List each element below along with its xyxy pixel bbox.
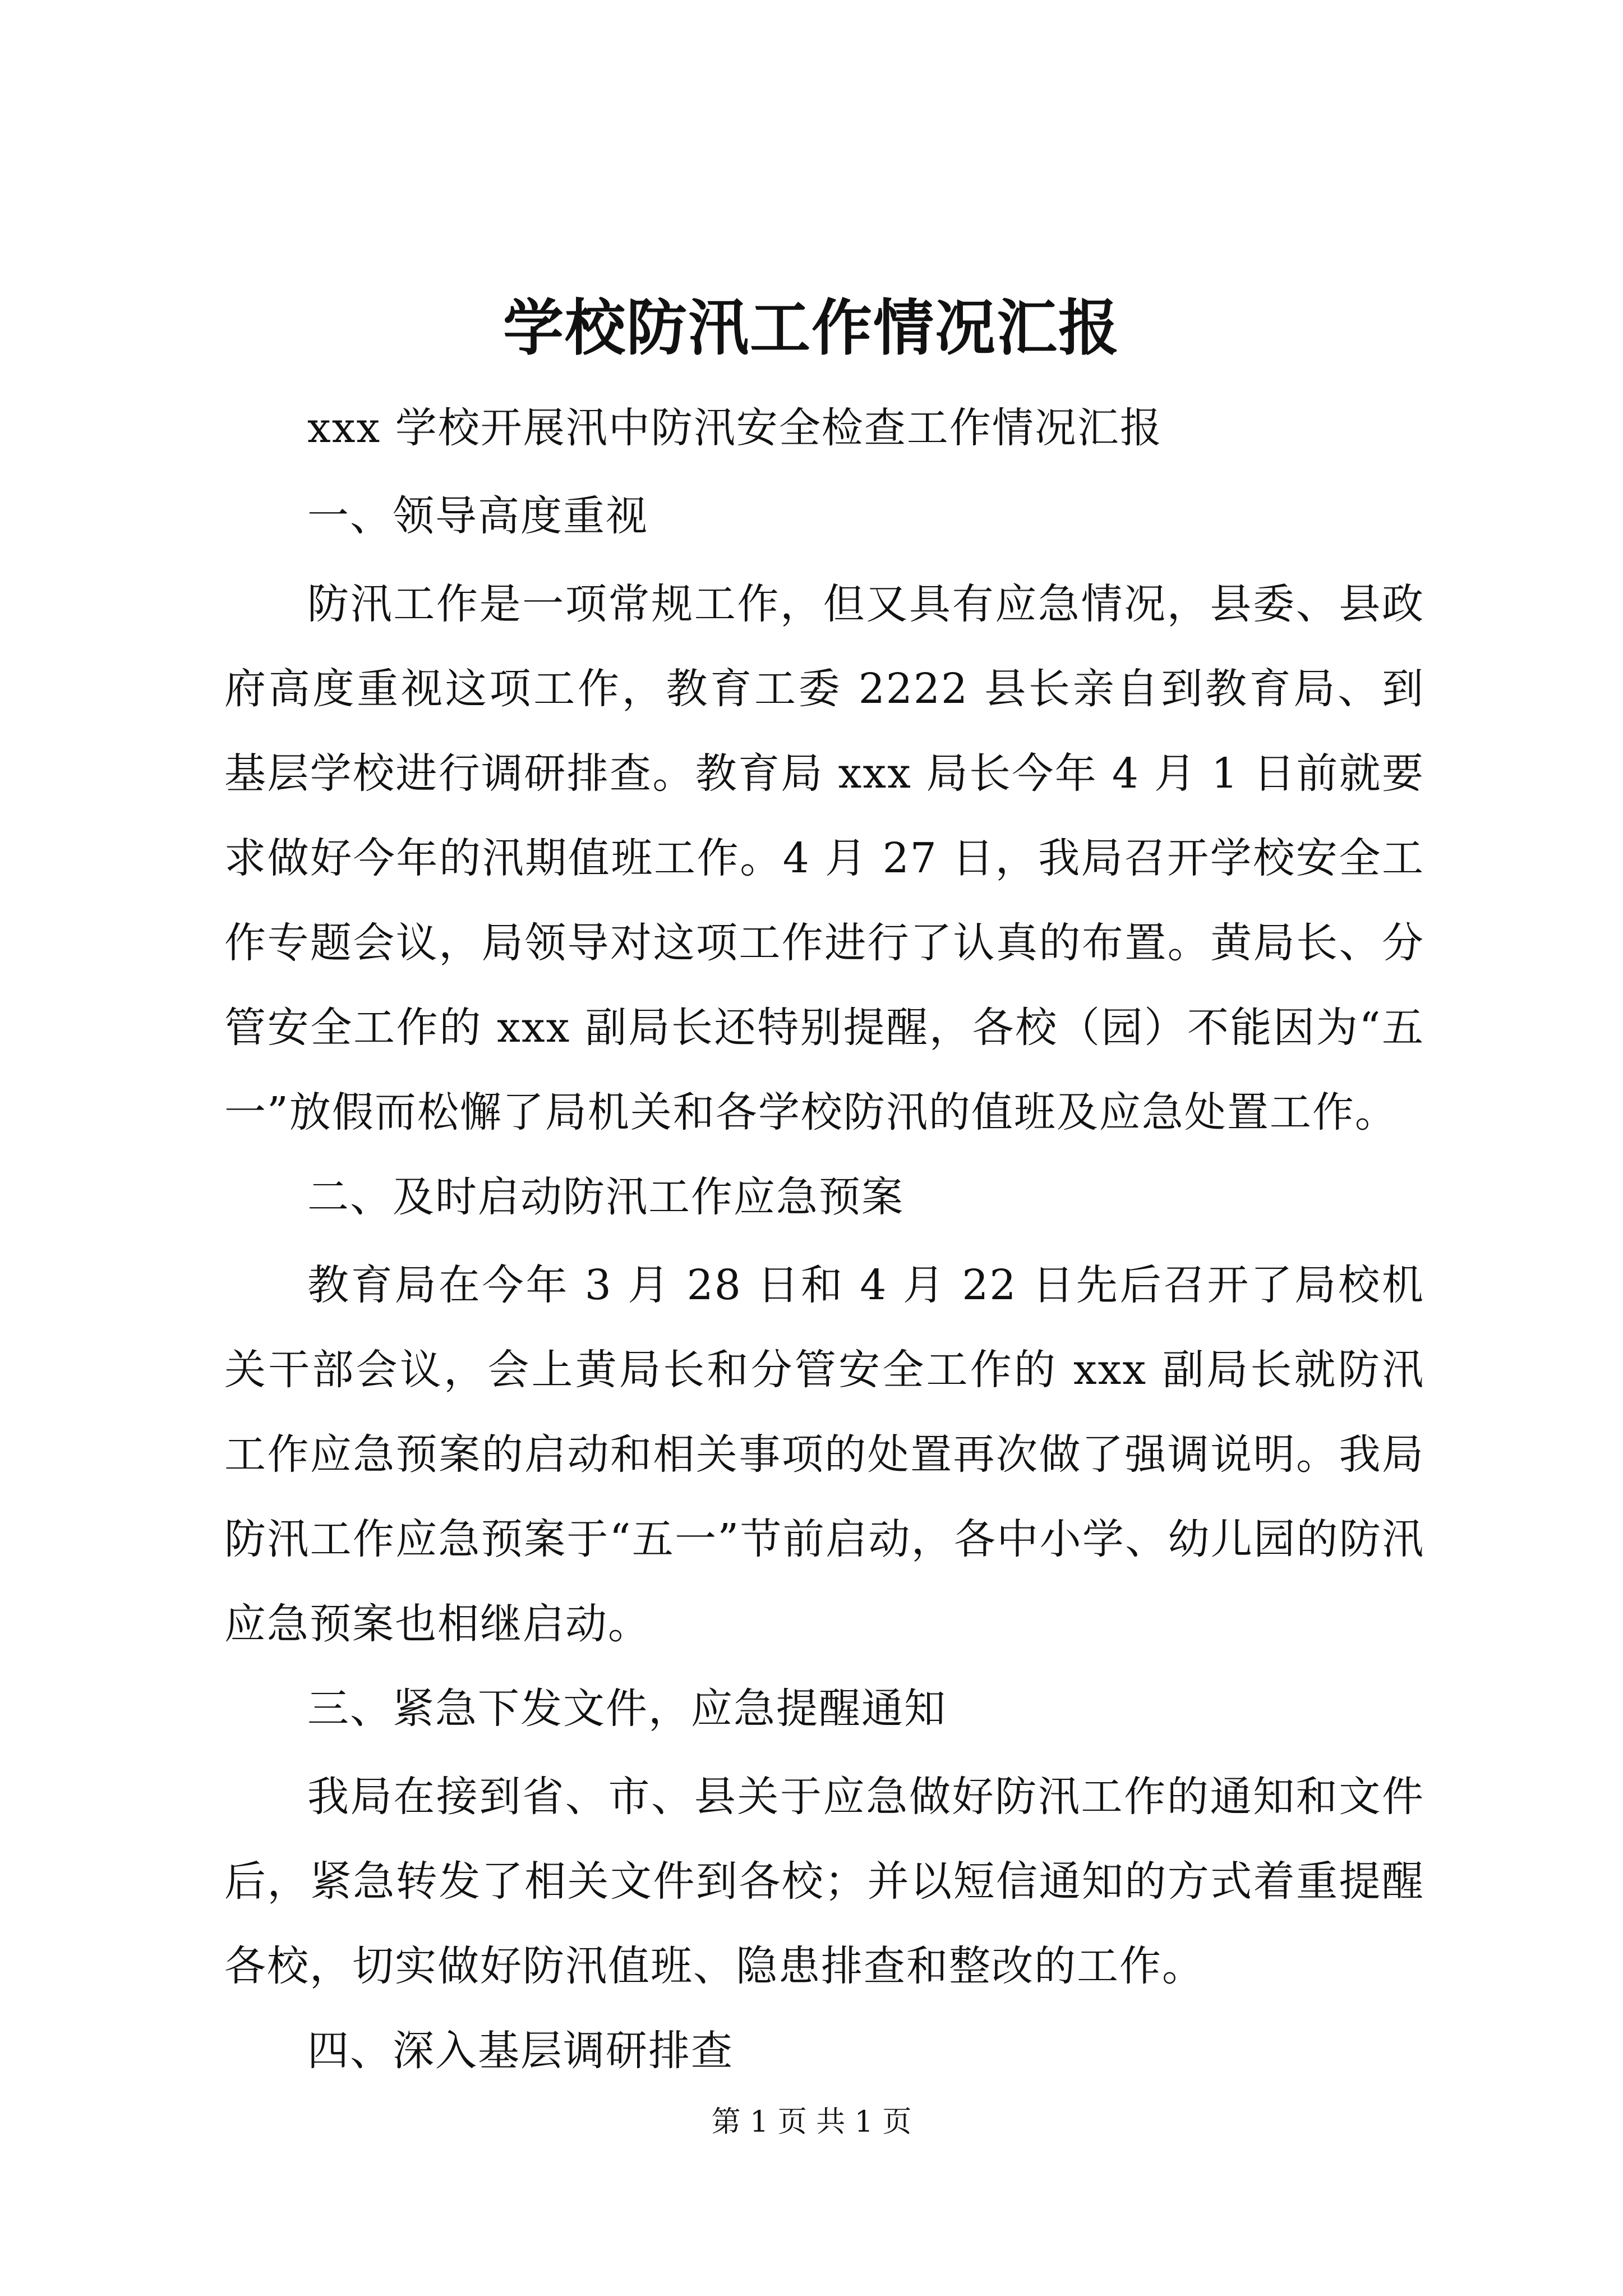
page-number-footer: 第 1 页 共 1 页 xyxy=(711,2105,912,2139)
document-body xyxy=(224,386,1424,2097)
section-2-paragraph: 教育局在今年 3 月 28 日和 4 月 22 日先后召开了局校机关干部会议，会上黄局长和分管安全工作的 xxx 副局长就防汛工作应急预案的启动和相关事项的处置再次做了强调说明。我局防汛工作应急预案于“五一”节前启动，各中小学、幼儿园的防汛应急预案也相继启动。 xyxy=(224,1261,1424,1648)
section-2-heading: 二、及时启动防汛工作应急预案 xyxy=(307,1173,904,1221)
document-subtitle: xxx 学校开展汛中防汛安全检查工作情况汇报 xyxy=(307,404,1163,452)
section-1-paragraph: 防汛工作是一项常规工作，但又具有应急情况，县委、县政府高度重视这项工作，教育工委 2222 县长亲自到教育局、到基层学校进行调研排查。教育局 xxx 局长今年 4 月 1 日前就要求做好今年的汛期值班工作。4 月 27 日，我局召开学校安全工作专题会议，局领导对这项工作进行了认真的布置。黄局长、分管安全工作的 xxx 副局长还特别提醒，各校（园）不能因为“五一”放假而松懈了局机关和各学校防汛的值班及应急处置工作。 xyxy=(224,580,1424,1137)
section-3-paragraph: 我局在接到省、市、县关于应急做好防汛工作的通知和文件后，紧急转发了相关文件到各校；并以短信通知的方式着重提醒各校，切实做好防汛值班、隐患排查和整改的工作。 xyxy=(224,1773,1424,1990)
section-4-heading: 四、深入基层调研排查 xyxy=(307,2027,734,2075)
section-3-heading: 三、紧急下发文件，应急提醒通知 xyxy=(307,1685,947,1733)
document-title: 学校防汛工作情况汇报 xyxy=(502,293,1120,364)
section-1-heading: 一、领导高度重视 xyxy=(307,492,648,540)
